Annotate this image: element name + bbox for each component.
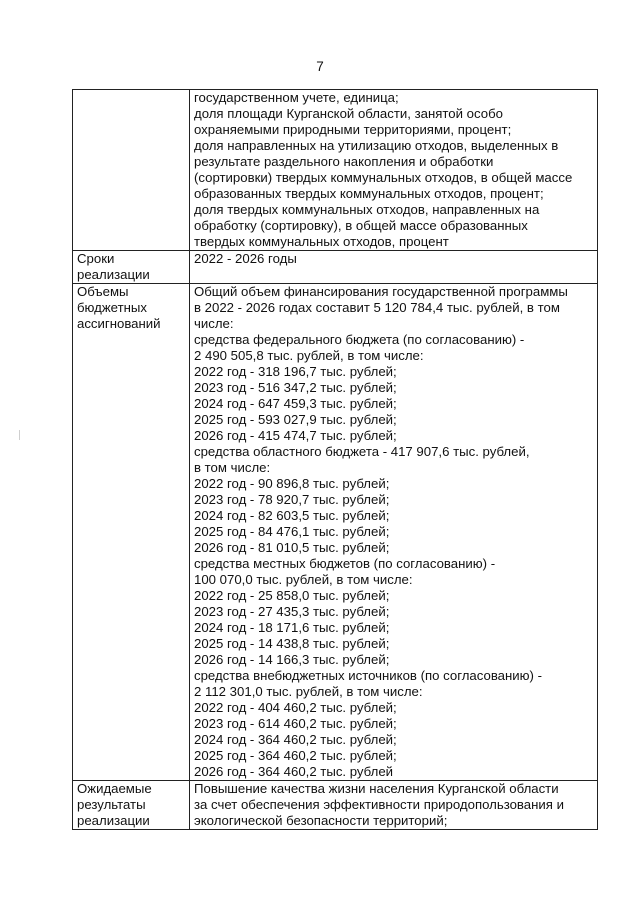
row-value-line: 2026 год - 415 474,7 тыс. рублей; bbox=[194, 428, 397, 443]
row-value-line: 2023 год - 614 460,2 тыс. рублей; bbox=[194, 716, 397, 731]
row-value-line: в 2022 - 2026 годах составит 5 120 784,4 тыс. рублей, в том bbox=[194, 300, 560, 315]
row-value-line: 2024 год - 647 459,3 тыс. рублей; bbox=[194, 396, 397, 411]
row-value-line: 2025 год - 14 438,8 тыс. рублей; bbox=[194, 636, 390, 651]
row-value-line: 2024 год - 18 171,6 тыс. рублей; bbox=[194, 620, 390, 635]
row-value-cell bbox=[190, 284, 598, 781]
row-label-cell bbox=[73, 781, 190, 830]
row-value-line: (сортировки) твердых коммунальных отходов, в общей массе bbox=[194, 170, 573, 185]
row-value-line: доля площади Курганской области, занятой особо bbox=[194, 106, 503, 121]
row-value-line: 2 112 301,0 тыс. рублей, в том числе: bbox=[194, 684, 423, 699]
row-value-line: Повышение качества жизни населения Курганской области bbox=[194, 781, 559, 796]
row-value-line: 2023 год - 27 435,3 тыс. рублей; bbox=[194, 604, 390, 619]
row-value-line: 2026 год - 81 010,5 тыс. рублей; bbox=[194, 540, 390, 555]
row-label-line: ассигнований bbox=[77, 316, 161, 331]
row-value-line: 2026 год - 14 166,3 тыс. рублей; bbox=[194, 652, 390, 667]
row-label-line: бюджетных bbox=[77, 300, 147, 315]
row-label-line: Ожидаемые bbox=[77, 781, 152, 796]
row-value-line: 2022 год - 90 896,8 тыс. рублей; bbox=[194, 476, 390, 491]
row-value-cell bbox=[190, 781, 598, 830]
row-value-line: средства федерального бюджета (по согласованию) - bbox=[194, 332, 525, 347]
row-value-line: экологической безопасности территорий; bbox=[194, 813, 448, 828]
row-value-line: 2022 - 2026 годы bbox=[194, 251, 297, 266]
table-row bbox=[73, 251, 598, 284]
row-value-line: 100 070,0 тыс. рублей, в том числе: bbox=[194, 572, 413, 587]
row-value-line: доля твердых коммунальных отходов, направленных на bbox=[194, 202, 540, 217]
margin-mark bbox=[19, 430, 20, 440]
row-value-line: 2025 год - 84 476,1 тыс. рублей; bbox=[194, 524, 390, 539]
row-value-cell bbox=[190, 90, 598, 251]
row-value-line: Общий объем финансирования государственной программы bbox=[194, 284, 568, 299]
row-value-line: за счет обеспечения эффективности природопользования и bbox=[194, 797, 564, 812]
row-value-line: средства областного бюджета - 417 907,6 тыс. рублей, bbox=[194, 444, 530, 459]
row-label-line: Сроки bbox=[77, 251, 115, 266]
row-value-line: 2023 год - 516 347,2 тыс. рублей; bbox=[194, 380, 397, 395]
row-label-cell bbox=[73, 284, 190, 781]
row-value-line: 2026 год - 364 460,2 тыс. рублей bbox=[194, 764, 394, 779]
row-value-line: в том числе: bbox=[194, 460, 271, 475]
row-label-line: Объемы bbox=[77, 284, 129, 299]
table-row bbox=[73, 90, 598, 251]
row-label-line: результаты bbox=[77, 797, 146, 812]
table-row bbox=[73, 284, 598, 781]
row-value-line: 2023 год - 78 920,7 тыс. рублей; bbox=[194, 492, 390, 507]
row-value-line: государственном учете, единица; bbox=[194, 90, 399, 105]
row-label-line: реализации bbox=[77, 813, 150, 828]
row-value-line: 2025 год - 593 027,9 тыс. рублей; bbox=[194, 412, 397, 427]
row-label-line: реализации bbox=[77, 267, 150, 282]
row-value-line: охраняемыми природными территориями, процент; bbox=[194, 122, 512, 137]
row-value-line: 2024 год - 82 603,5 тыс. рублей; bbox=[194, 508, 390, 523]
row-value-cell bbox=[190, 251, 598, 284]
row-value-line: средства внебюджетных источников (по согласованию) - bbox=[194, 668, 543, 683]
page-number: 7 bbox=[316, 59, 324, 74]
row-value-line: обработку (сортировку), в общей массе образованных bbox=[194, 218, 528, 233]
row-value-line: 2022 год - 404 460,2 тыс. рублей; bbox=[194, 700, 397, 715]
row-value-line: 2022 год - 25 858,0 тыс. рублей; bbox=[194, 588, 390, 603]
row-value-line: твердых коммунальных отходов, процент bbox=[194, 234, 449, 249]
row-label-cell bbox=[73, 90, 190, 251]
row-value-line: образованных твердых коммунальных отходов, процент; bbox=[194, 186, 544, 201]
row-value-line: числе: bbox=[194, 316, 234, 331]
row-label-cell bbox=[73, 251, 190, 284]
row-value-line: результате раздельного накопления и обработки bbox=[194, 154, 494, 169]
table-row bbox=[73, 781, 598, 830]
passport-table-body bbox=[73, 90, 598, 830]
row-value-line: средства местных бюджетов (по согласованию) - bbox=[194, 556, 496, 571]
row-value-line: 2 490 505,8 тыс. рублей, в том числе: bbox=[194, 348, 424, 363]
row-value-line: 2024 год - 364 460,2 тыс. рублей; bbox=[194, 732, 397, 747]
row-value-line: доля направленных на утилизацию отходов, выделенных в bbox=[194, 138, 559, 153]
row-value-line: 2022 год - 318 196,7 тыс. рублей; bbox=[194, 364, 397, 379]
row-value-line: 2025 год - 364 460,2 тыс. рублей; bbox=[194, 748, 397, 763]
passport-table bbox=[72, 89, 598, 830]
